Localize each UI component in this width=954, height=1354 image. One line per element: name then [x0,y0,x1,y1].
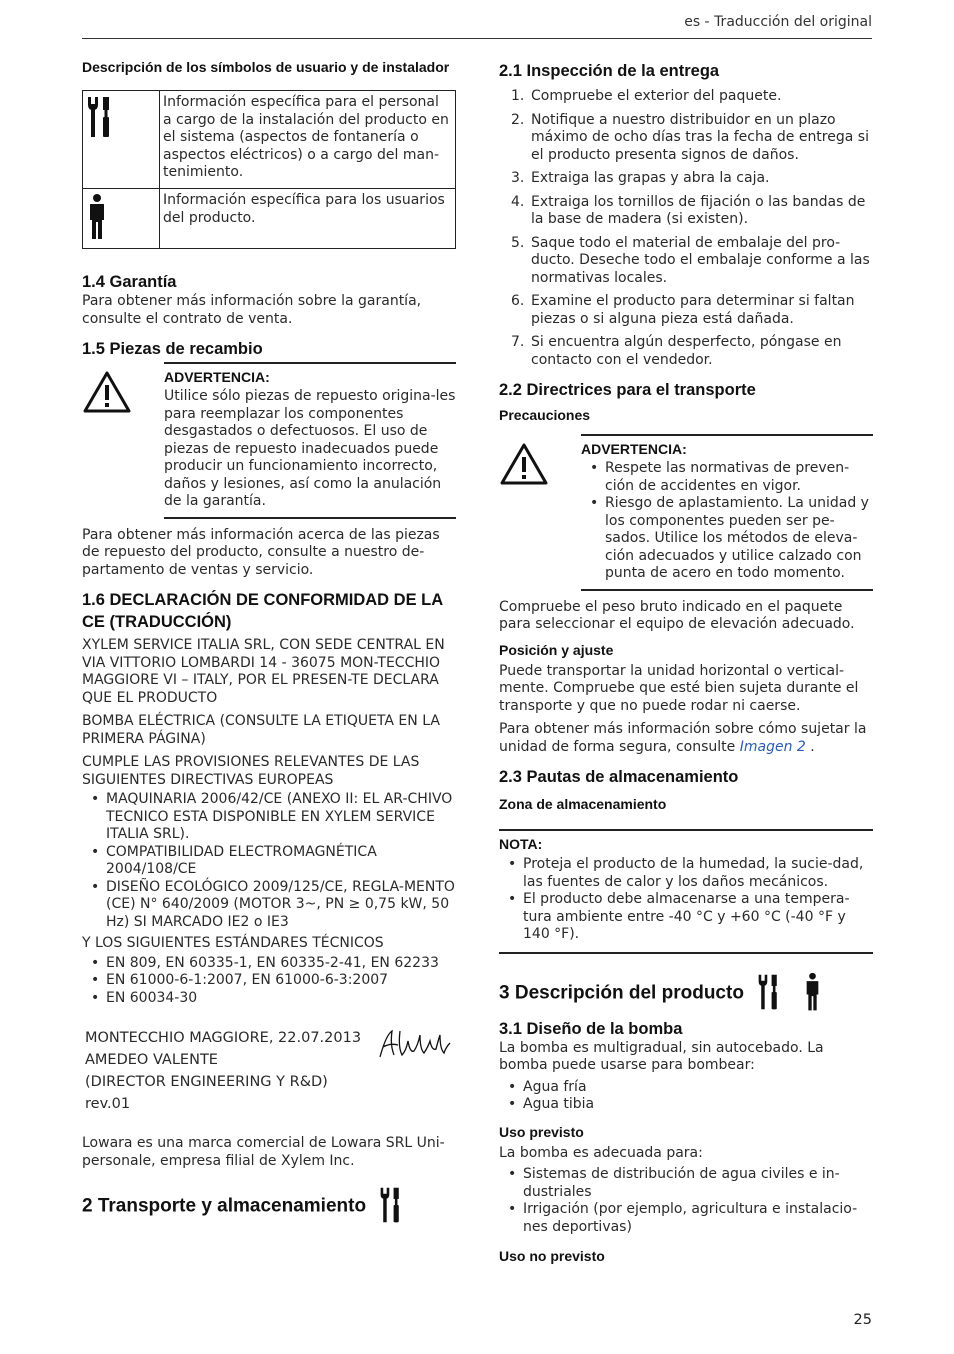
list-item: 1. Compruebe el exterior del paquete. [511,88,782,104]
image-2-link[interactable]: Imagen 2 [739,738,806,755]
storage-zone-title: Zona de almacenamiento [499,796,667,812]
fluids-list [499,1079,873,1114]
list-item: 4. Extraiga los tornillos de fijación o las bandas de la base de madera (si existen). [511,193,866,227]
pump-design-text: La bomba es multigradual, sin autocebado. La bomba puede usarse para bombear: [499,1039,824,1073]
signature-block [82,1027,456,1115]
warning-triangle-icon [499,442,549,490]
tools-icon [755,973,783,1015]
section-2-2-title: 2.2 Directrices para el transporte [499,381,756,399]
symbol-row-user [83,189,456,249]
user-icon [802,972,828,1016]
page-number: 25 [853,1312,872,1328]
handwritten-signature [378,1027,452,1061]
list-item: • El producto debe almacenarse a una tempera-tura ambiente entre -40 °C y +60 °C (-40 °F y 140 °F). [499,891,873,944]
fixing-text: Para obtener más información sobre cómo sujetar la unidad de forma segura, consulte Imagen 2 . [499,721,867,755]
precautions-title: Precauciones [499,407,591,423]
intended-use-title: Uso previsto [499,1123,584,1140]
list-item: 6. Examine el producto para determinar si faltan piezas o si alguna pieza está dañada. [511,293,855,327]
section-2-1-title: 2.1 Inspección de la entrega [499,62,720,80]
section-2-heading [82,1186,456,1228]
position-text: Puede transportar la unidad horizontal o vertical-mente. Compruebe que esté bien sujeta durante el transporte y que no puede rodar ni caerse. [499,662,859,714]
storage-note [499,829,873,954]
right-column [499,58,873,1265]
list-item: • MAQUINARIA 2006/42/CE (ANEXO II: EL AR-CHIVO TECNICO ESTA DISPONIBLE EN XYLEM SERVICE ITALIA SRL). [82,791,456,844]
list-item: • EN 60034-30 [82,990,456,1008]
section-3-1-title: 3.1 Diseño de la bomba [499,1019,683,1038]
signature-role: (DIRECTOR ENGINEERING Y R&D) [85,1074,328,1090]
directives-list [82,791,456,931]
warning-text: Utilice sólo piezas de repuesto origina-les para reemplazar los componentes desgastados o defectuosos. El uso de piezas de repuesto inadecuados puede producir un funcionamiento incorrecto, daños y lesiones, así como la anulación de la garantía. [164,388,456,509]
signature-place-date: MONTECCHIO MAGGIORE, 22.07.2013 [85,1030,362,1046]
warning-list [581,460,873,583]
page-header [82,14,872,39]
section-3-heading [499,972,873,1016]
signature-rev: rev.01 [85,1096,131,1112]
ce-paragraph-1: XYLEM SERVICE ITALIA SRL, CON SEDE CENTRAL EN VIA VITTORIO LOMBARDI 14 - 36075 MON-TECCHIO MAGGIORE VI – ITALY, POR EL PRESEN-TE DECLARA QUE EL PRODUCTO [82,637,445,706]
note-label: NOTA: [499,836,543,852]
list-item: • Agua tibia [499,1096,873,1114]
section-1-4-title: 1.4 Garantía [82,273,177,291]
ce-paragraph-3: CUMPLE LAS PROVISIONES RELEVANTES DE LAS SIGUIENTES DIRECTIVAS EUROPEAS [82,754,420,788]
list-item: • Riesgo de aplastamiento. La unidad y los componentes pueden ser pe-sados. Utilice los métodos de eleva-ción adecuados y utilice calzado con punta de acero en todo momento. [581,495,873,583]
list-item: 2. Notifique a nuestro distribuidor en un plazo máximo de ocho días tras la fecha de entrega si el producto presenta signos de daños. [511,111,869,163]
list-item: 7. Si encuentra algún desperfecto, póngase en contacto con el vendedor. [511,334,842,368]
section-3-title: 3 Descripción del producto [499,982,744,1003]
list-item: • DISEÑO ECOLÓGICO 2009/125/CE, REGLA-MENTO (CE) N° 640/2009 (MOTOR 3~, PN ≥ 0,75 kW, 50 Hz) SI MARCADO IE2 o IE3 [82,879,456,932]
symbols-title: Descripción de los símbolos de usuario y de instalador [82,59,450,75]
symbol-installer-text: Información específica para el personal a cargo de la instalación del producto en el sistema (aspectos de fontanería o aspectos eléctricos) o a cargo del man-tenimiento. [160,91,456,189]
warning-label: ADVERTENCIA: [581,441,687,457]
note-list [499,856,873,944]
list-item: 3. Extraiga las grapas y abra la caja. [511,170,770,186]
section-1-5-title: 1.5 Piezas de recambio [82,340,263,358]
lowara-text: Lowara es una marca comercial de Lowara SRL Uni-personale, empresa filial de Xylem Inc. [82,1135,445,1169]
section-1-4-text: Para obtener más información sobre la garantía, consulte el contrato de venta. [82,293,422,327]
section-2-3-title: 2.3 Pautas de almacenamiento [499,768,739,786]
uses-list [499,1166,873,1236]
position-title: Posición y ajuste [499,641,614,658]
standards-list [82,955,456,1008]
header-text: es - Traducción del original [684,14,872,30]
list-item: • Agua fría [499,1079,873,1097]
tools-icon [83,91,160,189]
list-item: • Respete las normativas de preven-ción de accidentes en vigor. [581,460,873,495]
intended-use-text: La bomba es adecuada para: [499,1144,703,1161]
transport-warning [499,434,873,591]
inspection-steps [499,88,873,369]
ce-paragraph-4: Y LOS SIGUIENTES ESTÁNDARES TÉCNICOS [82,935,384,951]
spare-parts-text: Para obtener más información acerca de las piezas de repuesto del producto, consulte a nuestro de-partamento de ventas y servicio. [82,526,440,578]
tools-icon [377,1186,405,1228]
symbol-user-text: Información específica para los usuarios del producto. [160,189,456,249]
symbol-row-installer [83,91,456,189]
list-item: • EN 61000-6-1:2007, EN 61000-6-3:2007 [82,972,456,990]
non-intended-use-title: Uso no previsto [499,1248,605,1264]
list-item: • Irrigación (por ejemplo, agricultura e instalacio-nes deportivas) [499,1201,873,1236]
weight-text: Compruebe el peso bruto indicado en el paquete para seleccionar el equipo de elevación adecuado. [499,598,855,632]
spare-parts-warning [82,362,456,519]
warning-label: ADVERTENCIA: [164,369,270,385]
section-2-title: 2 Transporte y almacenamiento [82,1195,367,1217]
list-item: • EN 809, EN 60335-1, EN 60335-2-41, EN 62233 [82,955,456,973]
section-1-6-title: 1.6 DECLARACIÓN DE CONFORMIDAD DE LA CE (TRADUCCIÓN) [82,591,443,631]
list-item: • Proteja el producto de la humedad, la sucie-dad, las fuentes de calor y los daños mecánicos. [499,856,873,891]
left-column [82,58,456,1228]
symbols-table [82,90,456,249]
list-item: • COMPATIBILIDAD ELECTROMAGNÉTICA 2004/108/CE [82,844,456,879]
list-item: 5. Saque todo el material de embalaje del pro-ducto. Deseche todo el embalaje conforme a las normativas locales. [511,234,870,286]
warning-triangle-icon [82,370,132,418]
ce-paragraph-2: BOMBA ELÉCTRICA (CONSULTE LA ETIQUETA EN LA PRIMERA PÁGINA) [82,713,440,747]
list-item: • Sistemas de distribución de agua civiles e in-dustriales [499,1166,873,1201]
user-icon [83,189,160,249]
signature-name: AMEDEO VALENTE [85,1052,218,1068]
